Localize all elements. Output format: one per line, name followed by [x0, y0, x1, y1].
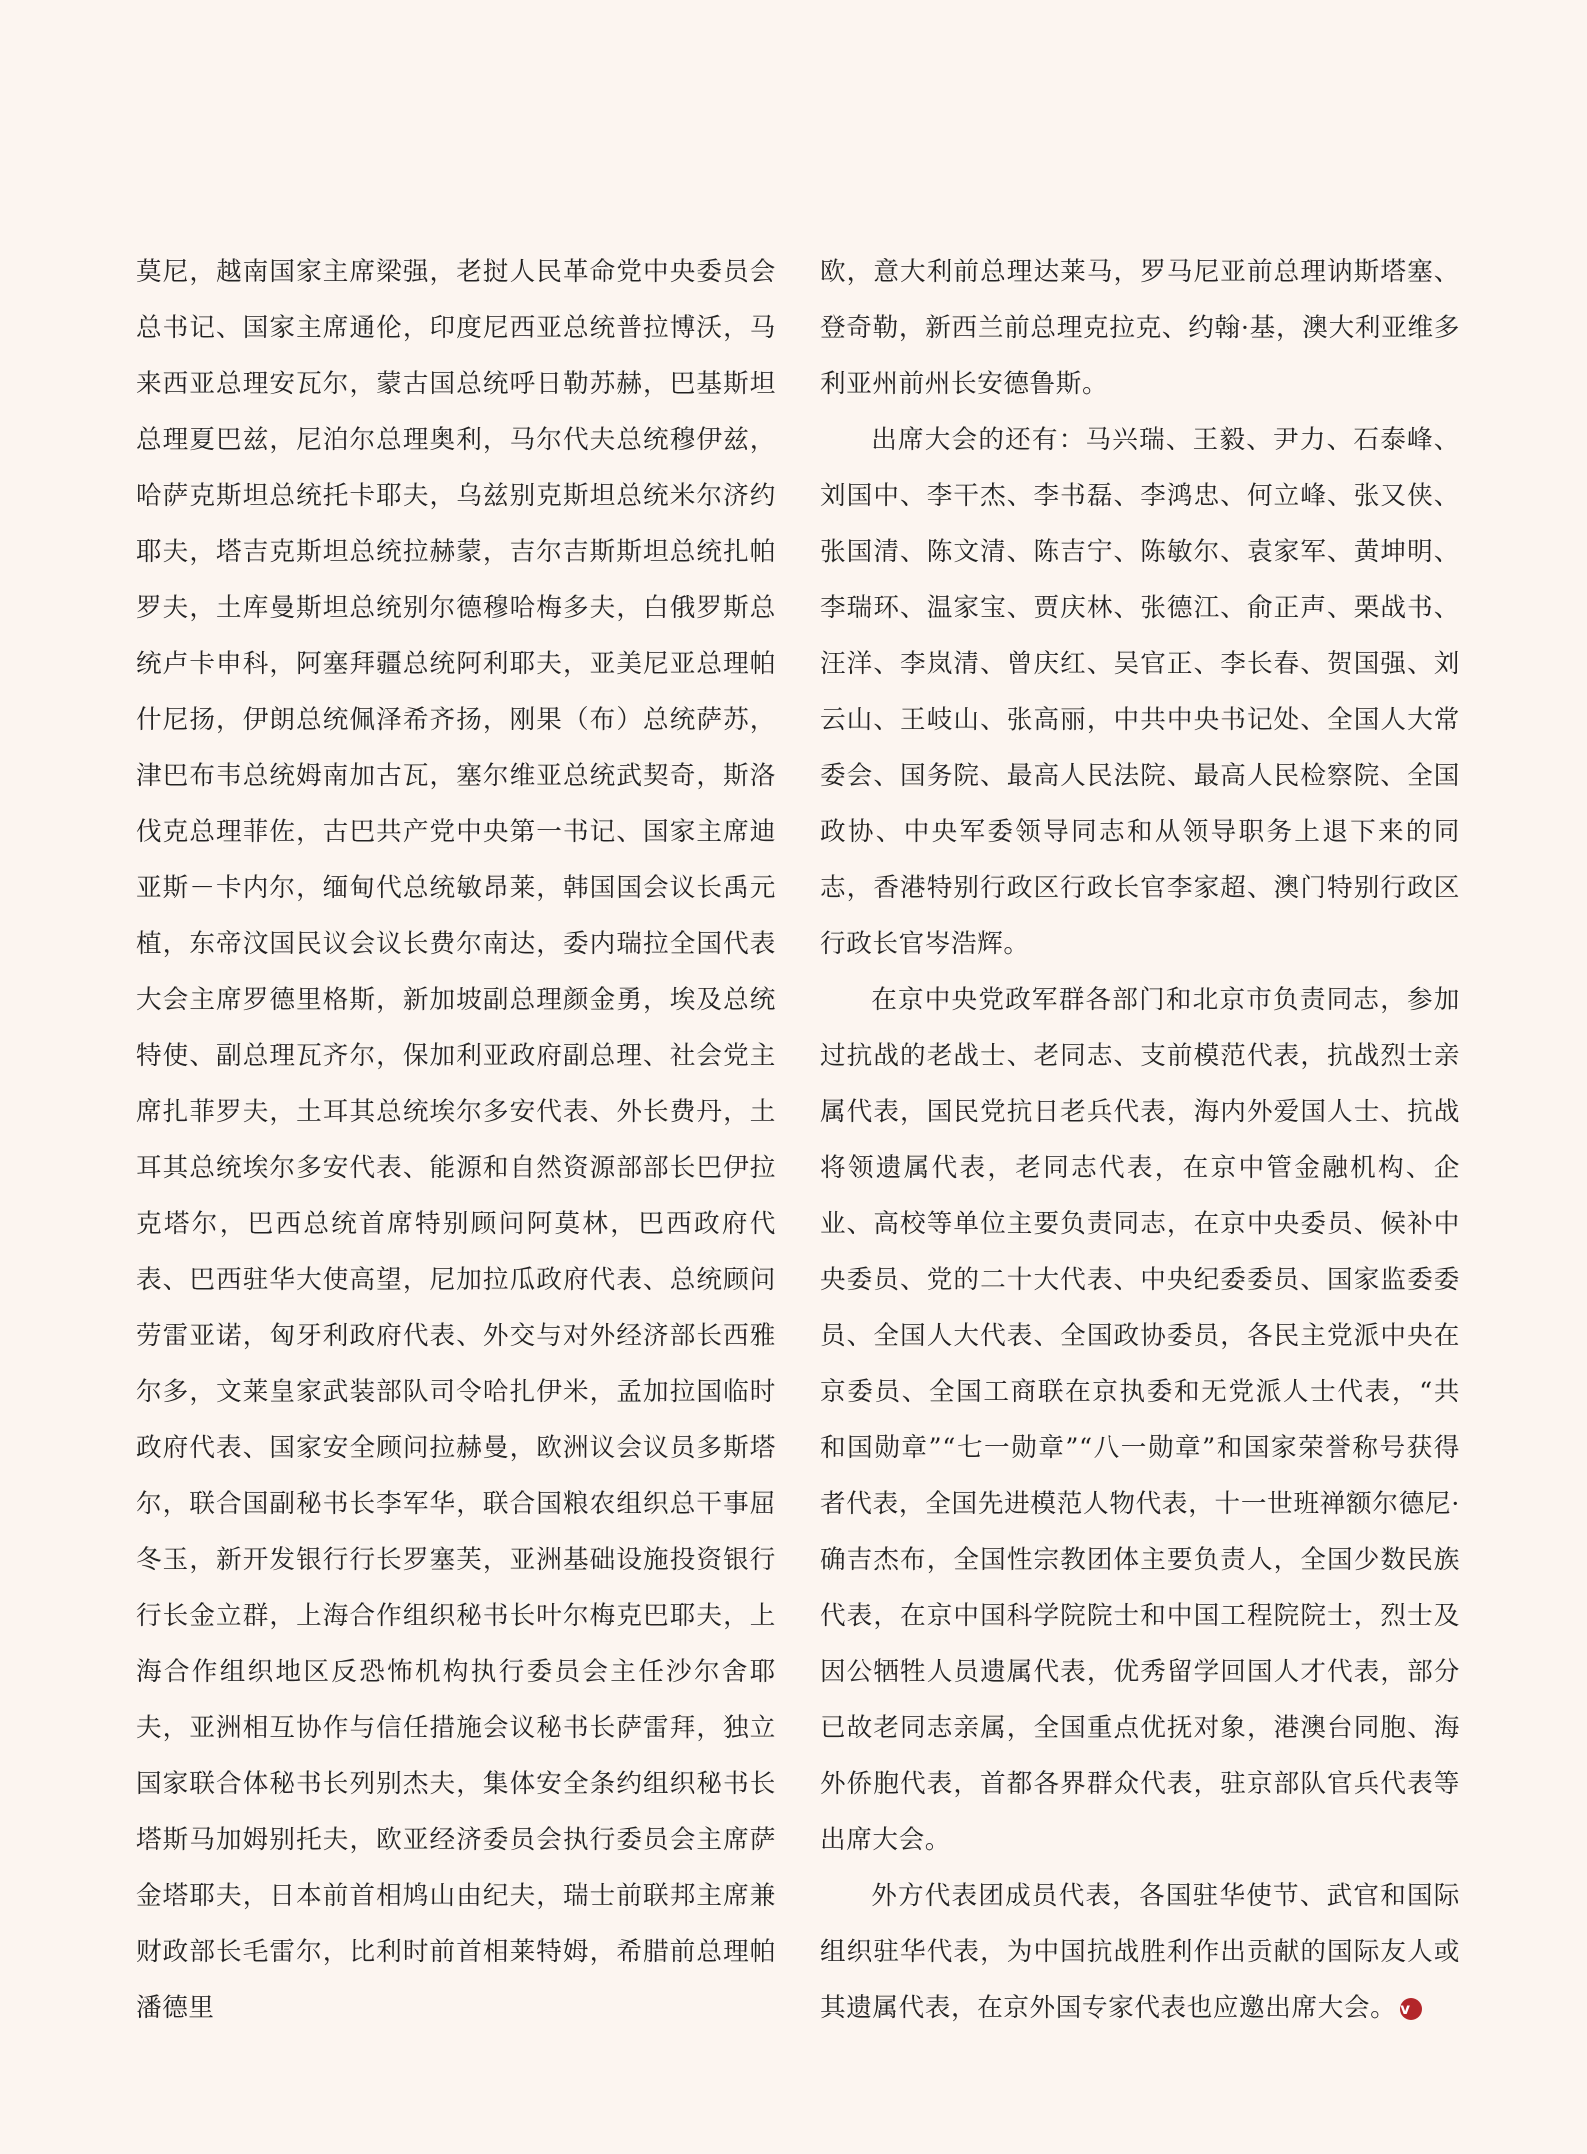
right-paragraph-2: 出席大会的还有：马兴瑞、王毅、尹力、石泰峰、刘国中、李干杰、李书磊、李鸿忠、何立峰、张又侠、张国清、陈文清、陈吉宁、陈敏尔、袁家军、黄坤明、李瑞环、温家宝、贾庆林、张德江、俞正声、栗战书、汪洋、李岚清、曾庆红、吴官正、李长春、贺国强、刘云山、王岐山、张高丽，中共中央书记处、全国人大常委会、国务院、最高人民法院、最高人民检察院、全国政协、中央军委领导同志和从领导职务上退下来的同志，香港特别行政区行政长官李家超、澳门特别行政区行政长官岑浩辉。: [820, 425, 1460, 959]
right-paragraph-4: [820, 1868, 1460, 2036]
right-paragraph-3: 在京中央党政军群各部门和北京市负责同志，参加过抗战的老战士、老同志、支前模范代表，抗战烈士亲属代表，国民党抗日老兵代表，海内外爱国人士、抗战将领遗属代表，老同志代表，在京中管金融机构、企业、高校等单位主要负责同志，在京中央委员、候补中央委员、党的二十大代表、中央纪委委员、国家监委委员、全国人大代表、全国政协委员，各民主党派中央在京委员、全国工商联在京执委和无党派人士代表，“共和国勋章”“七一勋章”“八一勋章”和国家荣誉称号获得者代表，全国先进模范人物代表，十一世班禅额尔德尼·确吉杰布，全国性宗教团体主要负责人，全国少数民族代表，在京中国科学院院士和中国工程院院士，烈士及因公牺牲人员遗属代表，优秀留学回国人才代表，部分已故老同志亲属，全国重点优抚对象，港澳台同胞、海外侨胞代表，首都各界群众代表，驻京部队官兵代表等出席大会。: [820, 985, 1460, 1855]
left-column: [136, 244, 776, 2036]
right-paragraph-4-text: 外方代表团成员代表，各国驻华使节、武官和国际组织驻华代表，为中国抗战胜利作出贡献的国际友人或其遗属代表，在京外国专家代表也应邀出席大会。: [820, 1881, 1460, 2023]
end-mark-icon: v: [1400, 1998, 1422, 2020]
right-paragraph-1: 欧，意大利前总理达莱马，罗马尼亚前总理讷斯塔塞、登奇勒，新西兰前总理克拉克、约翰·基，澳大利亚维多利亚州前州长安德鲁斯。: [820, 257, 1460, 399]
right-column: [820, 244, 1460, 2036]
left-paragraph-1: 莫尼，越南国家主席梁强，老挝人民革命党中央委员会总书记、国家主席通伦，印度尼西亚总统普拉博沃，马来西亚总理安瓦尔，蒙古国总统呼日勒苏赫，巴基斯坦总理夏巴兹，尼泊尔总理奥利，马尔代夫总统穆伊兹，哈萨克斯坦总统托卡耶夫，乌兹别克斯坦总统米尔济约耶夫，塔吉克斯坦总统拉赫蒙，吉尔吉斯斯坦总统扎帕罗夫，土库曼斯坦总统别尔德穆哈梅多夫，白俄罗斯总统卢卡申科，阿塞拜疆总统阿利耶夫，亚美尼亚总理帕什尼扬，伊朗总统佩泽希齐扬，刚果（布）总统萨苏，津巴布韦总统姆南加古瓦，塞尔维亚总统武契奇，斯洛伐克总理菲佐，古巴共产党中央第一书记、国家主席迪亚斯－卡内尔，缅甸代总统敏昂莱，韩国国会议长禹元植，东帝汶国民议会议长费尔南达，委内瑞拉全国代表大会主席罗德里格斯，新加坡副总理颜金勇，埃及总统特使、副总理瓦齐尔，保加利亚政府副总理、社会党主席扎菲罗夫，土耳其总统埃尔多安代表、外长费丹，土耳其总统埃尔多安代表、能源和自然资源部部长巴伊拉克塔尔，巴西总统首席特别顾问阿莫林，巴西政府代表、巴西驻华大使高望，尼加拉瓜政府代表、总统顾问劳雷亚诺，匈牙利政府代表、外交与对外经济部长西雅尔多，文莱皇家武装部队司令哈扎伊米，孟加拉国临时政府代表、国家安全顾问拉赫曼，欧洲议会议员多斯塔尔，联合国副秘书长李军华，联合国粮农组织总干事屈冬玉，新开发银行行长罗塞芙，亚洲基础设施投资银行行长金立群，上海合作组织秘书长叶尔梅克巴耶夫，上海合作组织地区反恐怖机构执行委员会主任沙尔舍耶夫，亚洲相互协作与信任措施会议秘书长萨雷拜，独立国家联合体秘书长列别杰夫，集体安全条约组织秘书长塔斯马加姆别托夫，欧亚经济委员会执行委员会主席萨金塔耶夫，日本前首相鸠山由纪夫，瑞士前联邦主席兼财政部长毛雷尔，比利时前首相莱特姆，希腊前总理帕潘德里: [136, 257, 776, 2023]
